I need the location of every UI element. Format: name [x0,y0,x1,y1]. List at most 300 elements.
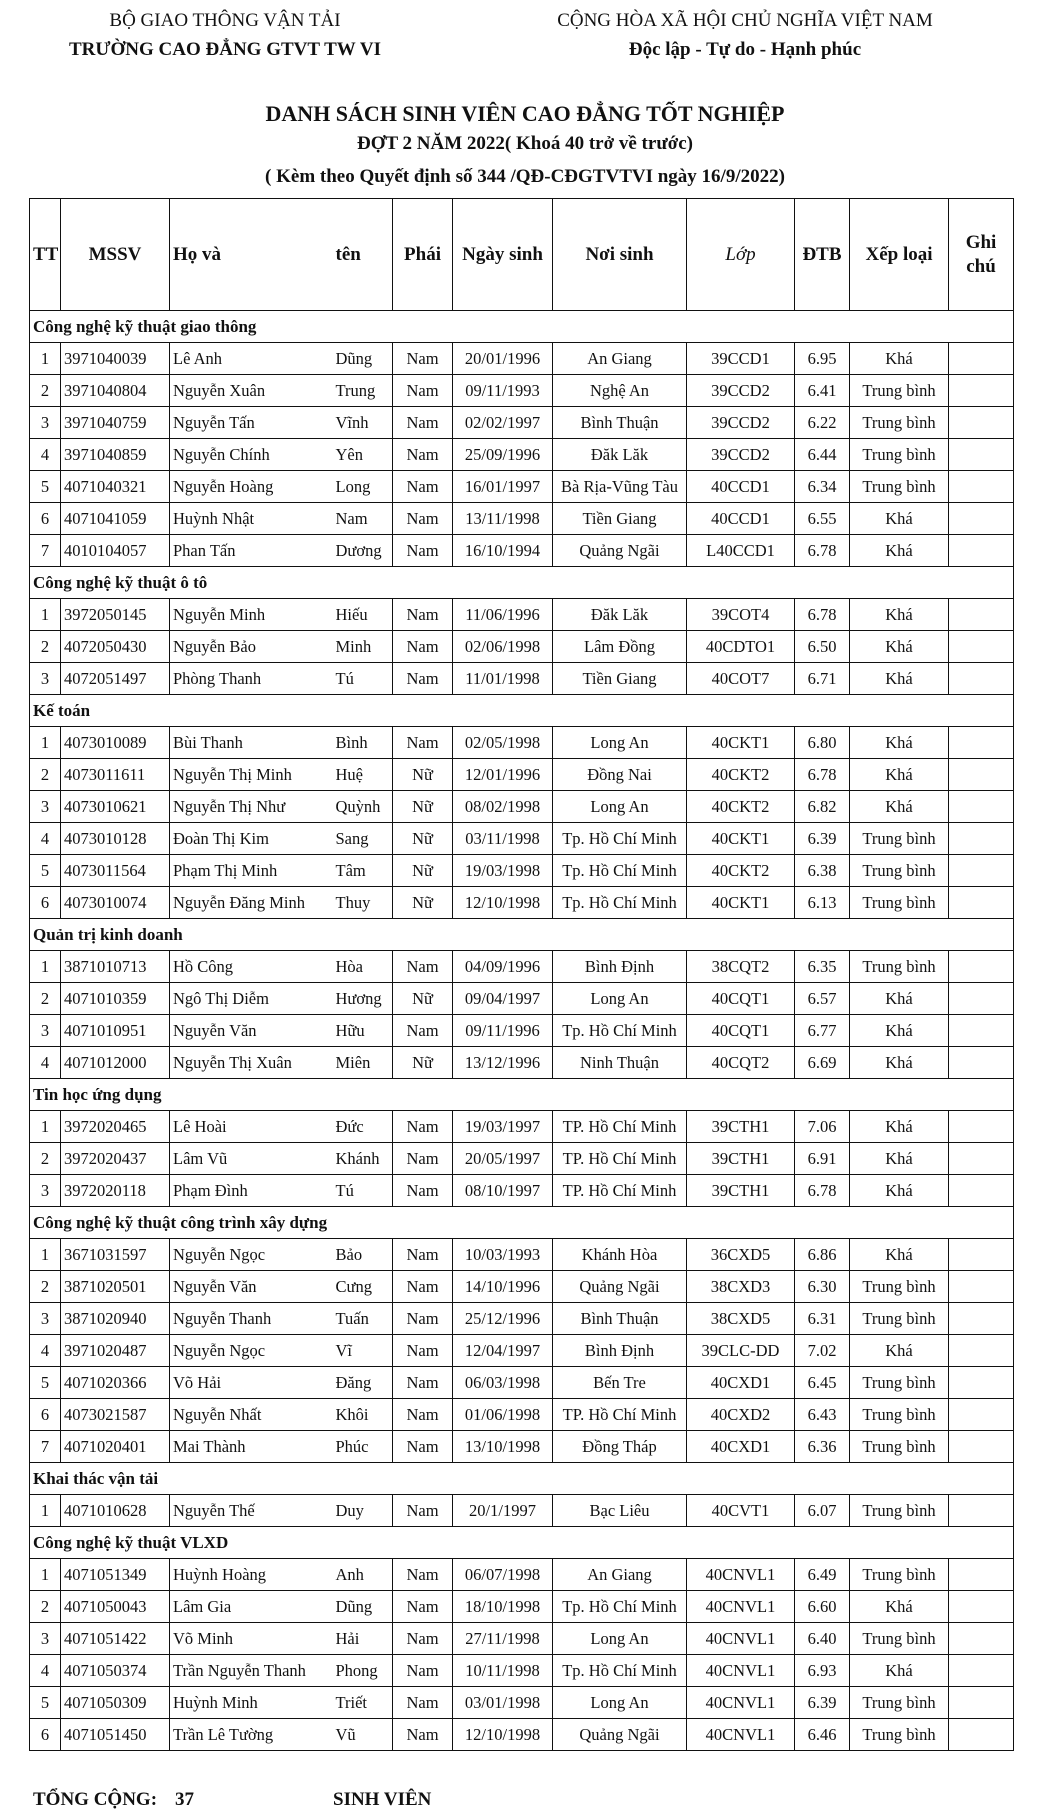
table-row [30,759,1014,791]
cell-ten: Dũng [333,1591,393,1623]
cell-ghichu [949,823,1014,855]
table-row [30,1719,1014,1751]
cell-ngaysinh: 02/02/1997 [453,407,553,439]
cell-ngaysinh: 09/04/1997 [453,983,553,1015]
cell-xeploai: Trung bình [850,1303,949,1335]
cell-dtb: 6.30 [795,1271,850,1303]
cell-phai: Nữ [393,983,453,1015]
cell-noisinh: Long An [553,727,687,759]
cell-phai: Nam [393,1591,453,1623]
cell-dtb: 6.13 [795,887,850,919]
cell-tt: 3 [30,407,61,439]
cell-ten: Huệ [333,759,393,791]
cell-phai: Nam [393,1495,453,1527]
table-row [30,1143,1014,1175]
table-row [30,1111,1014,1143]
table-row [30,983,1014,1015]
cell-lop: 39CLC-DD [687,1335,795,1367]
cell-ghichu [949,1271,1014,1303]
cell-ghichu [949,1143,1014,1175]
cell-ho: Lê Anh [170,343,333,375]
cell-noisinh: TP. Hồ Chí Minh [553,1111,687,1143]
cell-mssv: 3971040759 [61,407,170,439]
col-header-ghichu-line1: Ghi [965,231,997,253]
cell-ten: Bình [333,727,393,759]
cell-tt: 1 [30,1559,61,1591]
cell-lop: 40CQT1 [687,983,795,1015]
cell-tt: 1 [30,951,61,983]
cell-mssv: 4071050374 [61,1655,170,1687]
cell-ten: Trung [333,375,393,407]
cell-ghichu [949,855,1014,887]
table-body [30,311,1014,1751]
cell-noisinh: Bình Định [553,1335,687,1367]
cell-phai: Nam [393,1623,453,1655]
cell-ghichu [949,1591,1014,1623]
cell-dtb: 6.35 [795,951,850,983]
cell-ho: Phạm Thị Minh [170,855,333,887]
table-row [30,951,1014,983]
section-title: Công nghệ kỹ thuật VLXD [30,1527,1014,1559]
cell-ho: Nguyễn Chính [170,439,333,471]
cell-phai: Nam [393,471,453,503]
cell-phai: Nữ [393,823,453,855]
cell-ho: Nguyễn Thanh [170,1303,333,1335]
cell-phai: Nam [393,1559,453,1591]
cell-tt: 5 [30,1687,61,1719]
cell-phai: Nam [393,1719,453,1751]
cell-ho: Bùi Thanh [170,727,333,759]
cell-noisinh: Bình Thuận [553,407,687,439]
cell-tt: 3 [30,1015,61,1047]
cell-ten: Hương [333,983,393,1015]
cell-ten: Hòa [333,951,393,983]
cell-noisinh: An Giang [553,1559,687,1591]
total-label: TỔNG CỘNG: [33,1789,158,1810]
cell-mssv: 3971040859 [61,439,170,471]
cell-lop: 40CCD1 [687,503,795,535]
cell-lop: 40CKT1 [687,727,795,759]
cell-xeploai: Trung bình [850,887,949,919]
cell-ngaysinh: 13/10/1998 [453,1431,553,1463]
cell-lop: 38CQT2 [687,951,795,983]
cell-lop: 39COT4 [687,599,795,631]
cell-dtb: 6.77 [795,1015,850,1047]
cell-lop: 40CNVL1 [687,1687,795,1719]
col-header-dtb: ĐTB [795,199,850,311]
table-row [30,1655,1014,1687]
cell-ghichu [949,663,1014,695]
cell-phai: Nam [393,407,453,439]
cell-dtb: 6.39 [795,1687,850,1719]
cell-ho: Huỳnh Minh [170,1687,333,1719]
cell-ghichu [949,535,1014,567]
cell-tt: 3 [30,1303,61,1335]
cell-mssv: 3871020940 [61,1303,170,1335]
cell-xeploai: Khá [850,983,949,1015]
cell-ghichu [949,1559,1014,1591]
table-row [30,1303,1014,1335]
cell-mssv: 3671031597 [61,1239,170,1271]
cell-noisinh: TP. Hồ Chí Minh [553,1399,687,1431]
cell-xeploai: Khá [850,343,949,375]
cell-dtb: 6.07 [795,1495,850,1527]
cell-noisinh: Ninh Thuận [553,1047,687,1079]
cell-dtb: 6.22 [795,407,850,439]
cell-mssv: 4071041059 [61,503,170,535]
table-row [30,1623,1014,1655]
cell-noisinh: Long An [553,791,687,823]
cell-mssv: 4071010628 [61,1495,170,1527]
cell-noisinh: Bến Tre [553,1367,687,1399]
table-row [30,471,1014,503]
cell-ngaysinh: 16/01/1997 [453,471,553,503]
cell-dtb: 6.44 [795,439,850,471]
cell-ngaysinh: 11/06/1996 [453,599,553,631]
cell-phai: Nam [393,503,453,535]
cell-ten: Vĩ [333,1335,393,1367]
cell-ngaysinh: 04/09/1996 [453,951,553,983]
table-row [30,1399,1014,1431]
total-unit: SINH VIÊN [333,1789,432,1810]
cell-dtb: 6.78 [795,599,850,631]
cell-ghichu [949,1047,1014,1079]
cell-noisinh: Bà Rịa-Vũng Tàu [553,471,687,503]
cell-ngaysinh: 13/12/1996 [453,1047,553,1079]
cell-ten: Khánh [333,1143,393,1175]
cell-phai: Nam [393,1431,453,1463]
cell-ghichu [949,407,1014,439]
cell-ngaysinh: 20/05/1997 [453,1143,553,1175]
section-header-row [30,919,1014,951]
cell-mssv: 4010104057 [61,535,170,567]
cell-lop: 40CKT1 [687,823,795,855]
cell-tt: 6 [30,503,61,535]
cell-ghichu [949,1687,1014,1719]
cell-ten: Phúc [333,1431,393,1463]
table-row [30,823,1014,855]
cell-dtb: 6.34 [795,471,850,503]
cell-mssv: 3971020487 [61,1335,170,1367]
cell-mssv: 3871010713 [61,951,170,983]
cell-ho: Nguyễn Ngọc [170,1335,333,1367]
cell-ngaysinh: 14/10/1996 [453,1271,553,1303]
cell-ho: Lâm Gia [170,1591,333,1623]
cell-dtb: 6.43 [795,1399,850,1431]
cell-ho: Phòng Thanh [170,663,333,695]
cell-tt: 1 [30,343,61,375]
section-title: Quản trị kinh doanh [30,919,1014,951]
cell-ghichu [949,1431,1014,1463]
cell-ngaysinh: 06/07/1998 [453,1559,553,1591]
cell-xeploai: Khá [850,1591,949,1623]
cell-ten: Dương [333,535,393,567]
cell-phai: Nam [393,1303,453,1335]
cell-tt: 2 [30,375,61,407]
cell-mssv: 3972020465 [61,1111,170,1143]
cell-ten: Quỳnh [333,791,393,823]
cell-tt: 7 [30,1431,61,1463]
cell-dtb: 6.57 [795,983,850,1015]
cell-xeploai: Trung bình [850,439,949,471]
cell-lop: 39CCD1 [687,343,795,375]
cell-lop: 40CNVL1 [687,1719,795,1751]
cell-mssv: 4072050430 [61,631,170,663]
cell-mssv: 3972020437 [61,1143,170,1175]
cell-ghichu [949,439,1014,471]
cell-ngaysinh: 27/11/1998 [453,1623,553,1655]
cell-phai: Nam [393,1175,453,1207]
cell-tt: 4 [30,1335,61,1367]
cell-lop: 36CXD5 [687,1239,795,1271]
cell-ngaysinh: 25/09/1996 [453,439,553,471]
col-header-tt: TT [30,199,61,311]
cell-lop: 39CTH1 [687,1143,795,1175]
ministry-name: BỘ GIAO THÔNG VẬN TẢI [109,10,341,31]
cell-ten: Sang [333,823,393,855]
table-row [30,727,1014,759]
section-header-row [30,1527,1014,1559]
cell-tt: 4 [30,1655,61,1687]
cell-ho: Nguyễn Tấn [170,407,333,439]
cell-ghichu [949,471,1014,503]
cell-dtb: 6.86 [795,1239,850,1271]
graduate-table [29,198,1014,1751]
col-header-ghichu-line2: chú [966,255,996,277]
cell-lop: 40CKT1 [687,887,795,919]
cell-tt: 7 [30,535,61,567]
cell-ho: Nguyễn Ngọc [170,1239,333,1271]
cell-xeploai: Trung bình [850,823,949,855]
cell-xeploai: Khá [850,535,949,567]
cell-dtb: 6.78 [795,1175,850,1207]
col-header-phai: Phái [393,199,453,311]
cell-dtb: 6.95 [795,343,850,375]
cell-ho: Ngô Thị Diễm [170,983,333,1015]
cell-dtb: 6.69 [795,1047,850,1079]
cell-dtb: 7.06 [795,1111,850,1143]
cell-ngaysinh: 13/11/1998 [453,503,553,535]
cell-dtb: 6.55 [795,503,850,535]
cell-ghichu [949,759,1014,791]
country-name: CỘNG HÒA XÃ HỘI CHỦ NGHĨA VIỆT NAM [557,10,933,31]
cell-dtb: 6.50 [795,631,850,663]
section-header-row [30,1463,1014,1495]
table-row [30,1015,1014,1047]
cell-ngaysinh: 12/10/1998 [453,1719,553,1751]
cell-lop: 38CXD3 [687,1271,795,1303]
cell-tt: 2 [30,1271,61,1303]
cell-tt: 2 [30,631,61,663]
cell-lop: 40CXD1 [687,1367,795,1399]
table-row [30,1335,1014,1367]
cell-xeploai: Khá [850,1047,949,1079]
cell-phai: Nam [393,727,453,759]
cell-tt: 4 [30,1047,61,1079]
section-header-row [30,567,1014,599]
cell-xeploai: Trung bình [850,1399,949,1431]
cell-ten: Vĩnh [333,407,393,439]
cell-tt: 1 [30,727,61,759]
cell-ho: Đoàn Thị Kim [170,823,333,855]
cell-ho: Nguyễn Thế [170,1495,333,1527]
cell-ghichu [949,791,1014,823]
table-row [30,887,1014,919]
cell-tt: 3 [30,663,61,695]
cell-tt: 3 [30,791,61,823]
cell-ho: Nguyễn Thị Như [170,791,333,823]
cell-ngaysinh: 06/03/1998 [453,1367,553,1399]
cell-tt: 5 [30,471,61,503]
cell-ten: Hải [333,1623,393,1655]
cell-lop: 40CCD1 [687,471,795,503]
cell-noisinh: Đăk Lăk [553,599,687,631]
cell-lop: 40CKT2 [687,759,795,791]
cell-xeploai: Khá [850,1239,949,1271]
cell-mssv: 4073010089 [61,727,170,759]
cell-ten: Duy [333,1495,393,1527]
cell-noisinh: Tp. Hồ Chí Minh [553,823,687,855]
cell-dtb: 6.49 [795,1559,850,1591]
col-header-mssv: MSSV [61,199,170,311]
cell-ho: Nguyễn Hoàng [170,471,333,503]
cell-ghichu [949,1623,1014,1655]
cell-lop: 39CCD2 [687,375,795,407]
cell-mssv: 4073010074 [61,887,170,919]
cell-ho: Trần Lê Tường [170,1719,333,1751]
cell-lop: 40CKT2 [687,791,795,823]
cell-ho: Phạm Đình [170,1175,333,1207]
cell-mssv: 4071020401 [61,1431,170,1463]
cell-mssv: 4071010359 [61,983,170,1015]
cell-noisinh: Long An [553,983,687,1015]
cell-xeploai: Khá [850,1143,949,1175]
cell-ho: Võ Minh [170,1623,333,1655]
cell-mssv: 4071051450 [61,1719,170,1751]
col-header-ngaysinh: Ngày sinh [453,199,553,311]
cell-ho: Võ Hải [170,1367,333,1399]
cell-dtb: 6.78 [795,759,850,791]
cell-ngaysinh: 03/01/1998 [453,1687,553,1719]
table-row [30,663,1014,695]
cell-dtb: 6.91 [795,1143,850,1175]
cell-ngaysinh: 10/03/1993 [453,1239,553,1271]
cell-lop: 40CVT1 [687,1495,795,1527]
cell-ten: Cưng [333,1271,393,1303]
cell-xeploai: Trung bình [850,1495,949,1527]
cell-ghichu [949,1111,1014,1143]
cell-ho: Huỳnh Nhật [170,503,333,535]
table-row [30,1687,1014,1719]
cell-ghichu [949,1239,1014,1271]
section-header-row [30,311,1014,343]
cell-xeploai: Trung bình [850,1719,949,1751]
document-title: DANH SÁCH SINH VIÊN CAO ĐẲNG TỐT NGHIỆP [265,101,785,126]
cell-phai: Nam [393,1335,453,1367]
cell-ngaysinh: 11/01/1998 [453,663,553,695]
national-motto [495,6,995,64]
cell-ngaysinh: 25/12/1996 [453,1303,553,1335]
cell-mssv: 4073011611 [61,759,170,791]
cell-ngaysinh: 08/10/1997 [453,1175,553,1207]
cell-dtb: 6.41 [795,375,850,407]
table-row [30,1495,1014,1527]
table-row [30,439,1014,471]
cell-ho: Lê Hoài [170,1111,333,1143]
motto: Độc lập - Tự do - Hạnh phúc [628,39,862,60]
cell-ho: Nguyễn Thị Xuân [170,1047,333,1079]
table-row [30,1559,1014,1591]
cell-phai: Nam [393,1367,453,1399]
cell-mssv: 3871020501 [61,1271,170,1303]
cell-noisinh: Quảng Ngãi [553,1719,687,1751]
section-header-row [30,1079,1014,1111]
cell-xeploai: Khá [850,1111,949,1143]
cell-tt: 1 [30,1495,61,1527]
cell-ghichu [949,343,1014,375]
cell-phai: Nam [393,375,453,407]
cell-tt: 1 [30,1111,61,1143]
cell-xeploai: Khá [850,631,949,663]
cell-tt: 4 [30,439,61,471]
cell-dtb: 6.40 [795,1623,850,1655]
cell-ho: Hồ Công [170,951,333,983]
cell-phai: Nam [393,1655,453,1687]
cell-xeploai: Khá [850,1655,949,1687]
cell-noisinh: An Giang [553,343,687,375]
cell-mssv: 4071050043 [61,1591,170,1623]
cell-ten: Phong [333,1655,393,1687]
cell-tt: 3 [30,1623,61,1655]
cell-mssv: 4073010621 [61,791,170,823]
cell-dtb: 7.02 [795,1335,850,1367]
cell-noisinh: Đồng Nai [553,759,687,791]
cell-dtb: 6.39 [795,823,850,855]
cell-ngaysinh: 03/11/1998 [453,823,553,855]
cell-dtb: 6.45 [795,1367,850,1399]
cell-lop: 40CNVL1 [687,1559,795,1591]
cell-ho: Nguyễn Nhất [170,1399,333,1431]
table-row [30,407,1014,439]
cell-ngaysinh: 08/02/1998 [453,791,553,823]
cell-lop: 39CTH1 [687,1175,795,1207]
cell-tt: 5 [30,1367,61,1399]
col-header-noisinh: Nơi sinh [553,199,687,311]
cell-dtb: 6.82 [795,791,850,823]
cell-ten: Dũng [333,343,393,375]
cell-dtb: 6.78 [795,535,850,567]
cell-ho: Nguyễn Văn [170,1015,333,1047]
cell-lop: 40CNVL1 [687,1623,795,1655]
cell-noisinh: Tp. Hồ Chí Minh [553,1655,687,1687]
cell-dtb: 6.31 [795,1303,850,1335]
cell-tt: 6 [30,1719,61,1751]
cell-ghichu [949,1303,1014,1335]
cell-ghichu [949,1719,1014,1751]
cell-xeploai: Trung bình [850,407,949,439]
cell-ho: Nguyễn Thị Minh [170,759,333,791]
cell-lop: 40COT7 [687,663,795,695]
cell-tt: 2 [30,1591,61,1623]
cell-ngaysinh: 20/01/1996 [453,343,553,375]
cell-noisinh: Bình Định [553,951,687,983]
cell-phai: Nữ [393,791,453,823]
table-row [30,1175,1014,1207]
total-count: 37 [175,1789,194,1810]
cell-mssv: 4073010128 [61,823,170,855]
cell-mssv: 3971040039 [61,343,170,375]
cell-phai: Nam [393,1687,453,1719]
